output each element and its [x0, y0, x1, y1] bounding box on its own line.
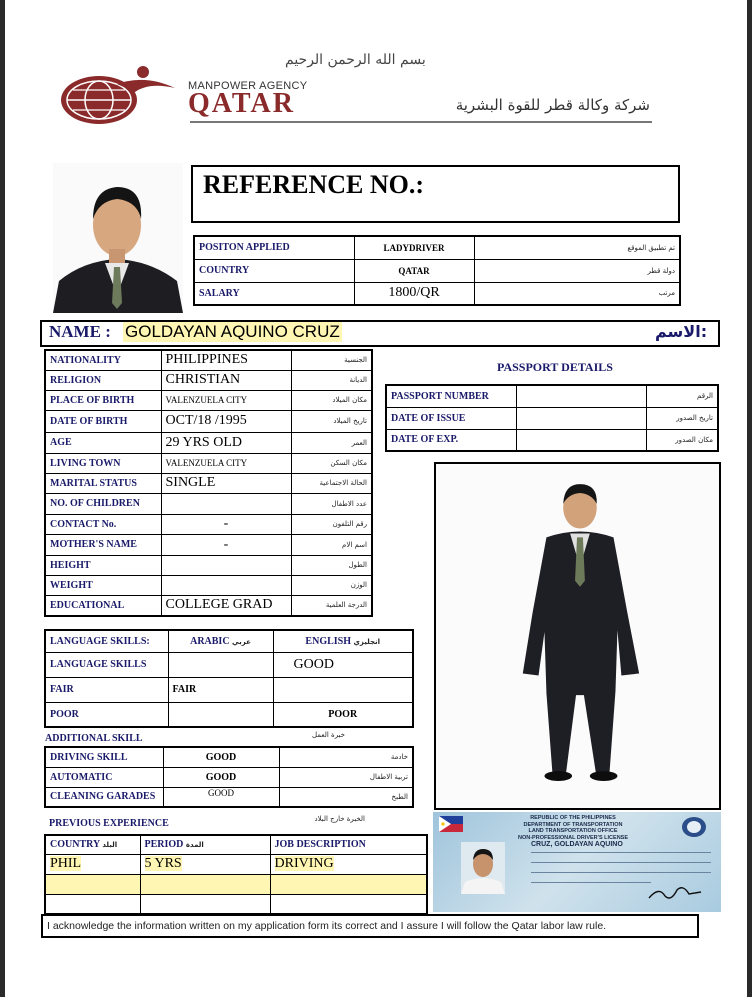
skill-value: GOOD — [163, 787, 279, 807]
personal-row — [45, 473, 372, 493]
experience-col-country-arabic: البلد — [102, 841, 118, 850]
personal-row — [45, 555, 372, 575]
experience-row — [45, 874, 427, 894]
application-page — [5, 0, 747, 997]
personal-value: VALENZUELA CITY — [161, 453, 291, 473]
drivers-license-card — [433, 812, 721, 912]
philippine-flag-icon — [439, 816, 463, 832]
passport-label-arabic: الرقم — [646, 385, 718, 407]
passport-label: DATE OF ISSUE — [386, 407, 516, 429]
experience-job — [270, 854, 427, 874]
skill-label: AUTOMATIC — [45, 767, 163, 787]
language-english-value: GOOD — [273, 652, 413, 677]
passport-label-arabic: مكان الصدور — [646, 429, 718, 451]
license-line3: LAND TRANSPORTATION OFFICE — [528, 828, 618, 834]
language-english-label: ENGLISH — [305, 635, 351, 647]
personal-row — [45, 514, 372, 534]
passport-details-title: PASSPORT DETAILS — [497, 360, 613, 374]
job-row — [194, 236, 680, 259]
personal-row — [45, 350, 372, 370]
experience-header-row — [45, 835, 427, 854]
job-label-arabic: دولة قطر — [474, 259, 680, 282]
license-line4: NON-PROFESSIONAL DRIVER'S LICENSE — [518, 834, 628, 841]
experience-col-period — [140, 835, 270, 854]
job-value: QATAR — [354, 259, 474, 282]
language-arabic-value: FAIR — [168, 677, 273, 702]
header-divider — [190, 121, 652, 123]
language-arabic-header — [168, 630, 273, 652]
personal-value: 29 YRS OLD — [161, 432, 291, 453]
language-row-label: FAIR — [45, 677, 168, 702]
skill-row — [45, 787, 413, 807]
experience-job — [270, 894, 427, 914]
personal-row — [45, 534, 372, 555]
personal-label-arabic: عدد الاطفال — [291, 493, 372, 514]
experience-col-period-label: PERIOD — [144, 839, 184, 851]
job-label-arabic: تم تطبيق الموقع — [474, 236, 680, 259]
experience-country — [45, 874, 140, 894]
language-row-label: LANGUAGE SKILLS — [45, 652, 168, 677]
personal-value: PHILIPPINES — [161, 350, 291, 370]
bismillah-calligraphy: بسم الله الرحمن الرحيم — [285, 52, 426, 68]
passport-label-arabic: تاريخ الصدور — [646, 407, 718, 429]
skill-value: GOOD — [163, 767, 279, 787]
job-row — [194, 259, 680, 282]
personal-label-arabic: مكان السكن — [291, 453, 372, 473]
personal-label-arabic: الطول — [291, 555, 372, 575]
personal-value: COLLEGE GRAD — [161, 595, 291, 616]
license-line — [531, 862, 711, 863]
skill-label: CLEANING GARADES — [45, 787, 163, 807]
applicant-headshot-photo — [53, 163, 183, 313]
personal-label: LIVING TOWN — [45, 453, 161, 473]
personal-value: - — [161, 534, 291, 555]
language-header-label: LANGUAGE SKILLS: — [45, 630, 168, 652]
experience-row — [45, 894, 427, 914]
experience-col-job: JOB DESCRIPTION — [270, 835, 427, 854]
personal-label-arabic: الحالة الاجتماعية — [291, 473, 372, 493]
personal-value: CHRISTIAN — [161, 370, 291, 390]
language-row — [45, 702, 413, 727]
personal-label: WEIGHT — [45, 575, 161, 595]
personal-label: NATIONALITY — [45, 350, 161, 370]
skill-label: DRIVING SKILL — [45, 747, 163, 767]
license-line — [531, 882, 651, 883]
personal-value: VALENZUELA CITY — [161, 390, 291, 410]
license-line2: DEPARTMENT OF TRANSPORTATION — [523, 821, 623, 828]
language-skills-table — [44, 629, 414, 728]
personal-label: HEIGHT — [45, 555, 161, 575]
passport-row — [386, 385, 718, 407]
experience-period-value: 5 YRS — [144, 856, 182, 871]
job-label: COUNTRY — [194, 259, 354, 282]
personal-value — [161, 575, 291, 595]
experience-job — [270, 874, 427, 894]
language-arabic-label-arabic: عربي — [232, 637, 251, 646]
passport-value — [516, 429, 646, 451]
previous-experience-title: PREVIOUS EXPERIENCE — [49, 818, 169, 829]
language-english-label-arabic: انجليزي — [353, 637, 381, 646]
job-row — [194, 282, 680, 305]
experience-table — [44, 834, 428, 915]
additional-skill-title-arabic: خبرة العمل — [312, 731, 345, 739]
experience-col-period-arabic: المدة — [185, 841, 204, 850]
personal-label-arabic: الوزن — [291, 575, 372, 595]
passport-table — [385, 384, 719, 452]
passport-row — [386, 429, 718, 451]
license-line — [531, 852, 711, 853]
personal-details-table — [44, 349, 373, 617]
license-signature — [645, 882, 705, 904]
language-row-label: POOR — [45, 702, 168, 727]
experience-period — [140, 894, 270, 914]
personal-row — [45, 453, 372, 473]
job-value: LADYDRIVER — [354, 236, 474, 259]
personal-value: - — [161, 514, 291, 534]
personal-row — [45, 390, 372, 410]
license-line — [531, 872, 711, 873]
experience-col-country-label: COUNTRY — [50, 839, 100, 851]
license-line1: REPUBLIC OF THE PHILIPPINES — [530, 815, 616, 821]
personal-label: EDUCATIONAL — [45, 595, 161, 616]
personal-row — [45, 595, 372, 616]
agency-globe-logo — [57, 64, 177, 126]
personal-label-arabic: الدرجة العلمية — [291, 595, 372, 616]
personal-value: SINGLE — [161, 473, 291, 493]
language-row — [45, 652, 413, 677]
license-holder-name: CRUZ, GOLDAYAN AQUINO — [531, 841, 623, 848]
passport-label: PASSPORT NUMBER — [386, 385, 516, 407]
personal-row — [45, 432, 372, 453]
experience-country-value: PHIL — [50, 856, 82, 871]
agency-name-big: QATAR — [188, 88, 295, 119]
job-label: SALARY — [194, 282, 354, 305]
language-arabic-value — [168, 652, 273, 677]
personal-label-arabic: العمر — [291, 432, 372, 453]
personal-label-arabic: رقم التلفون — [291, 514, 372, 534]
personal-label: MARITAL STATUS — [45, 473, 161, 493]
personal-label: AGE — [45, 432, 161, 453]
personal-label-arabic: الديانة — [291, 370, 372, 390]
language-english-value: POOR — [273, 702, 413, 727]
language-english-header — [273, 630, 413, 652]
skill-row — [45, 747, 413, 767]
passport-value — [516, 385, 646, 407]
experience-col-country — [45, 835, 140, 854]
personal-row — [45, 493, 372, 514]
personal-row — [45, 410, 372, 432]
experience-row — [45, 854, 427, 874]
language-english-value — [273, 677, 413, 702]
skill-label-arabic: تربية الاطفال — [279, 767, 413, 787]
applicant-full-body-photo — [434, 462, 721, 810]
personal-value: OCT/18 /1995 — [161, 410, 291, 432]
lto-seal-icon — [681, 816, 707, 838]
experience-period — [140, 874, 270, 894]
name-label: NAME : — [49, 322, 111, 341]
passport-label: DATE OF EXP. — [386, 429, 516, 451]
personal-label: CONTACT No. — [45, 514, 161, 534]
job-value: 1800/QR — [354, 282, 474, 305]
passport-value — [516, 407, 646, 429]
passport-row — [386, 407, 718, 429]
name-value: GOLDAYAN AQUINO CRUZ — [125, 322, 340, 341]
personal-label-arabic: اسم الام — [291, 534, 372, 555]
skill-label-arabic: الطبخ — [279, 787, 413, 807]
additional-skill-table — [44, 746, 414, 808]
experience-country — [45, 854, 140, 874]
acknowledgement-text: I acknowledge the information written on my application form its correct and I assure I will follow the Qatar labor law rule. — [47, 920, 607, 932]
language-header-row — [45, 630, 413, 652]
skill-value: GOOD — [163, 747, 279, 767]
experience-job-value: DRIVING — [274, 856, 334, 871]
personal-label: RELIGION — [45, 370, 161, 390]
personal-label: MOTHER'S NAME — [45, 534, 161, 555]
language-arabic-value — [168, 702, 273, 727]
name-label-arabic: الاسم: — [655, 322, 708, 341]
personal-row — [45, 370, 372, 390]
previous-experience-title-arabic: الخبرة خارج البلاد — [314, 815, 365, 823]
personal-value — [161, 493, 291, 514]
skill-row — [45, 767, 413, 787]
personal-label-arabic: الجنسية — [291, 350, 372, 370]
language-arabic-label: ARABIC — [190, 635, 230, 647]
additional-skill-title: ADDITIONAL SKILL — [45, 733, 143, 744]
personal-label: PLACE OF BIRTH — [45, 390, 161, 410]
skill-label-arabic: خادمة — [279, 747, 413, 767]
job-label: POSITON APPLIED — [194, 236, 354, 259]
personal-value — [161, 555, 291, 575]
job-table — [193, 235, 681, 306]
agency-name-small: MANPOWER AGENCY — [188, 80, 308, 92]
personal-label-arabic: مكان الميلاد — [291, 390, 372, 410]
personal-label: NO. OF CHILDREN — [45, 493, 161, 514]
reference-label: REFERENCE NO.: — [203, 170, 425, 199]
license-photo — [461, 842, 505, 894]
personal-label: DATE OF BIRTH — [45, 410, 161, 432]
job-label-arabic: مرتب — [474, 282, 680, 305]
experience-period — [140, 854, 270, 874]
personal-label-arabic: تاريخ الميلاد — [291, 410, 372, 432]
personal-row — [45, 575, 372, 595]
license-header — [463, 815, 683, 841]
experience-country — [45, 894, 140, 914]
agency-name-arabic: شركة وكالة قطر للقوة البشرية — [455, 96, 650, 114]
language-row — [45, 677, 413, 702]
